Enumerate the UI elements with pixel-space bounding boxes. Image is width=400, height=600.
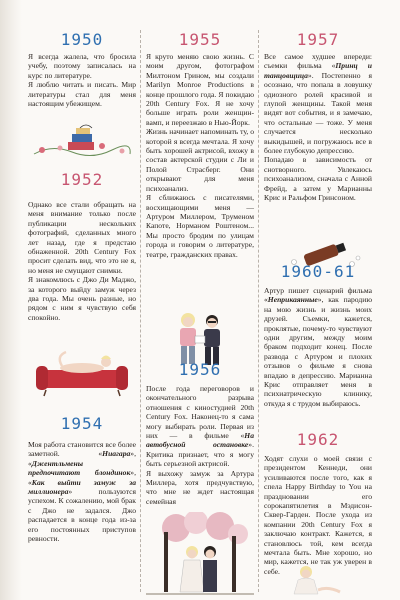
text-1962 xyxy=(264,454,372,576)
text-span: После года переговоров и окончательного разрыва отношения с киностудией 20th Century Fox. Наконец-то я сама могу выбирать роли. Первая из них — в фильме « xyxy=(146,384,254,441)
text-1955 xyxy=(146,52,254,259)
illustration-woman-sitting xyxy=(288,564,348,598)
column-3 xyxy=(264,30,372,600)
film-title: На автобусной остановке xyxy=(146,431,254,450)
text-1960-61 xyxy=(264,286,372,408)
year-1955: 1955 xyxy=(178,30,222,49)
text-1950 xyxy=(28,52,136,108)
text-1957 xyxy=(264,52,372,203)
text-span: » пользуются успехом. К сожалению, мой брак с Джо не задался. Джо распадается в конце года из-за его постоянных приступов ревности. xyxy=(28,487,136,544)
para-1954 xyxy=(28,440,136,543)
para-1955-c: Я сближаюсь с писателями, восхищающими меня — Артуром Миллером, Труменом Капоте, Норманом Роштеном... Мы просто бродим по улицам города и говорим о литературе, театре, гражданских правах. xyxy=(146,193,254,259)
film-title: Ниагара xyxy=(102,449,131,459)
text-1952 xyxy=(28,200,136,322)
text-span: Моя работа становится все более заметной. « xyxy=(28,440,136,459)
year-1957: 1957 xyxy=(296,30,340,49)
column-2 xyxy=(146,30,254,600)
film-title: Неприкаянные xyxy=(267,295,318,305)
column-divider-right xyxy=(258,30,259,592)
year-1962: 1962 xyxy=(296,430,340,449)
text-span: ». Постепенно я осознаю, что попала в ловушку одиозного ролей красивой и глупой женщины. Такой меня видят вот события, и я замечаю, что остальные — тоже. У меня случается несколько выкидышей, и погружаюсь все в более глубокую депрессию. xyxy=(264,70,372,156)
para-1956-a xyxy=(146,384,254,469)
text-span: », как пародию на мою жизнь и жизнь моих друзей. Съемки, кажется, проклятые, почему-то чувствуют одни другим, между моим браком подходит конец. После развода с Артуром и плохих отзывов о фильме я снова впадаю в депрессию. Марианна Крис отправляет меня в психиатрическую клинику, откуда я с трудом выбираюсь. xyxy=(264,295,372,408)
illustration-wedding-tree xyxy=(146,512,254,600)
para-1952-b: Я знакомлюсь с Джо Ди Маджо, за которого выйду замуж через два года. Мы очень разные, но рядом с ним я чувствую себя спокойно. xyxy=(28,275,136,322)
para-1955-b: Жизнь начинает напоминать ту, о которой я всегда мечтала. Я хочу быть хорошей актрисой, вхожу в состав актерской студии с Ли и Полой Страсберг. Они открывают для меня психоанализ. xyxy=(146,127,255,193)
film-title: Джентльмены предпочитают блондинок xyxy=(28,458,131,478)
para-1950-a: Я всегда жалела, что бросила учебу, поэтому записалась на курс по литературе. xyxy=(28,52,136,80)
year-1956: 1956 xyxy=(178,360,222,379)
year-1950: 1950 xyxy=(60,30,104,49)
para-1960-61 xyxy=(264,286,372,408)
para-1955-a: Я круто меняю свою жизнь. С моим другом, фотографом Милтоном Грином, мы создали Marilyn Monroe Productions в конце прошлого года. Я покидаю 20th Century Fox. Я не хочу больше играть роли женщин-вамп, и переезжаю в Нью-Йорк. xyxy=(146,52,254,127)
year-1952: 1952 xyxy=(60,170,104,189)
text-span: », « xyxy=(28,449,136,468)
para-1957-b: Попадаю в зависимость от снотворного. Увлекаюсь психоанализом, сначала с Анной Фрейд, а затем у Марианны Крис и Ральфом Гринсоном. xyxy=(264,155,372,203)
column-divider-left xyxy=(140,30,141,592)
text-1954 xyxy=(28,440,136,543)
year-1954: 1954 xyxy=(60,414,104,433)
para-1950-b: Я люблю читать и писать. Мир литературы стал для меня настоящим убежищем. xyxy=(28,80,136,109)
para-1962: Ходят слухи о моей связи с президентом Кеннеди, они усиливаются после того, как я спела Happy Birthday to You на праздновании его сорокапятилетия в Мэдисон-Сквер-Гарден. После ухода из компании 20th Century Fox я заключаю контракт. Кажется, я становлюсь той, кем всегда мечтала быть. Мне хорошо, но мир, кажется, не так уж уверен в себе. xyxy=(264,454,372,576)
text-span: ». Критика признает, что я могу быть серьезной актрисой. xyxy=(146,440,254,469)
text-1956 xyxy=(146,384,254,506)
para-1956-b: Я выхожу замуж за Артура Миллера, хотя предчувствую, что мне не ждет настоящая семейная xyxy=(146,468,254,506)
film-title: Принц и танцовщица xyxy=(264,61,372,80)
column-1 xyxy=(28,30,136,600)
para-1952-a: Однако все стали обращать на меня внимание только после публикации нескольких фотографий, сделанных много лет назад, где я предстаю обнаженной. 20th Century Fox просит сделать вид, что это не я, но меня не смущают снимки. xyxy=(28,200,136,275)
text-span: Артур пишет сценарий фильма « xyxy=(264,286,372,305)
text-span: Все самое худшее впереди: съемки фильма « xyxy=(264,52,372,71)
illustration-red-sofa xyxy=(32,348,132,400)
illustration-books-flowers xyxy=(32,124,132,164)
text-span: », « xyxy=(28,468,136,487)
film-title: Как выйти замуж за миллионера xyxy=(28,477,136,497)
year-1960-61: 1960-61 xyxy=(280,262,356,281)
para-1957-a xyxy=(264,52,372,155)
